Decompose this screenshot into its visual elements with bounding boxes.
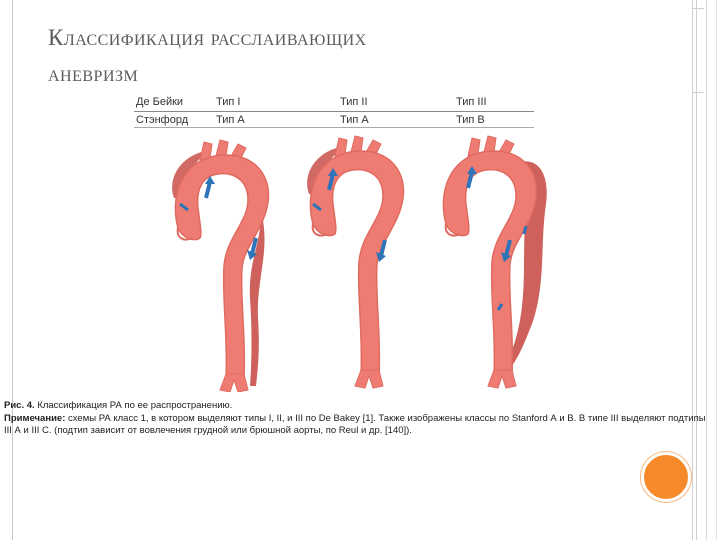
title-line-1: Классификация расслаивающих: [48, 25, 367, 50]
aorta-type-3: [443, 136, 546, 388]
aorta-type-2: [307, 136, 403, 388]
cell-debakey-1: Тип I: [216, 96, 241, 108]
slide-right-frame: [692, 0, 720, 540]
title-line-2: аневризм: [48, 61, 139, 86]
aorta-type-1: [172, 140, 268, 392]
caption-note-text: схемы РА класс 1, в котором выделяют типы I, II, и III по De Bakey [1]. Также изображены классы по Stanford А и В. В типе III выделяют подтипы III А и III С. (подтип зависит от вовлечения грудной или брюшной аорты, по Reul и др. [140]).: [4, 412, 706, 436]
caption-figure-label: Рис. 4.: [4, 400, 35, 411]
slide-left-border: [12, 0, 13, 540]
caption-figure-line: [4, 400, 716, 413]
caption-figure-text: Классификация РА по ее распространению.: [37, 400, 233, 411]
aortic-dissection-illustration: [160, 132, 560, 392]
classification-table: [134, 94, 534, 130]
caption-note: [4, 413, 716, 438]
table-row-debakey: [134, 94, 534, 112]
figure-caption: [4, 400, 716, 438]
row-label-stanford: Стэнфорд: [136, 114, 189, 126]
accent-circle: [641, 452, 691, 502]
cell-debakey-3: Тип III: [456, 96, 487, 108]
cell-stanford-1: Тип А: [216, 114, 245, 126]
table-row-stanford: [134, 112, 534, 130]
caption-note-label: Примечание:: [4, 412, 66, 424]
cell-stanford-3: Тип В: [456, 114, 485, 126]
cell-stanford-2: Тип А: [340, 114, 369, 126]
slide-title: [48, 20, 668, 92]
cell-debakey-2: Тип II: [340, 96, 368, 108]
flow-arrow-icon: [206, 182, 210, 198]
row-label-debakey: Де Бейки: [136, 96, 184, 108]
